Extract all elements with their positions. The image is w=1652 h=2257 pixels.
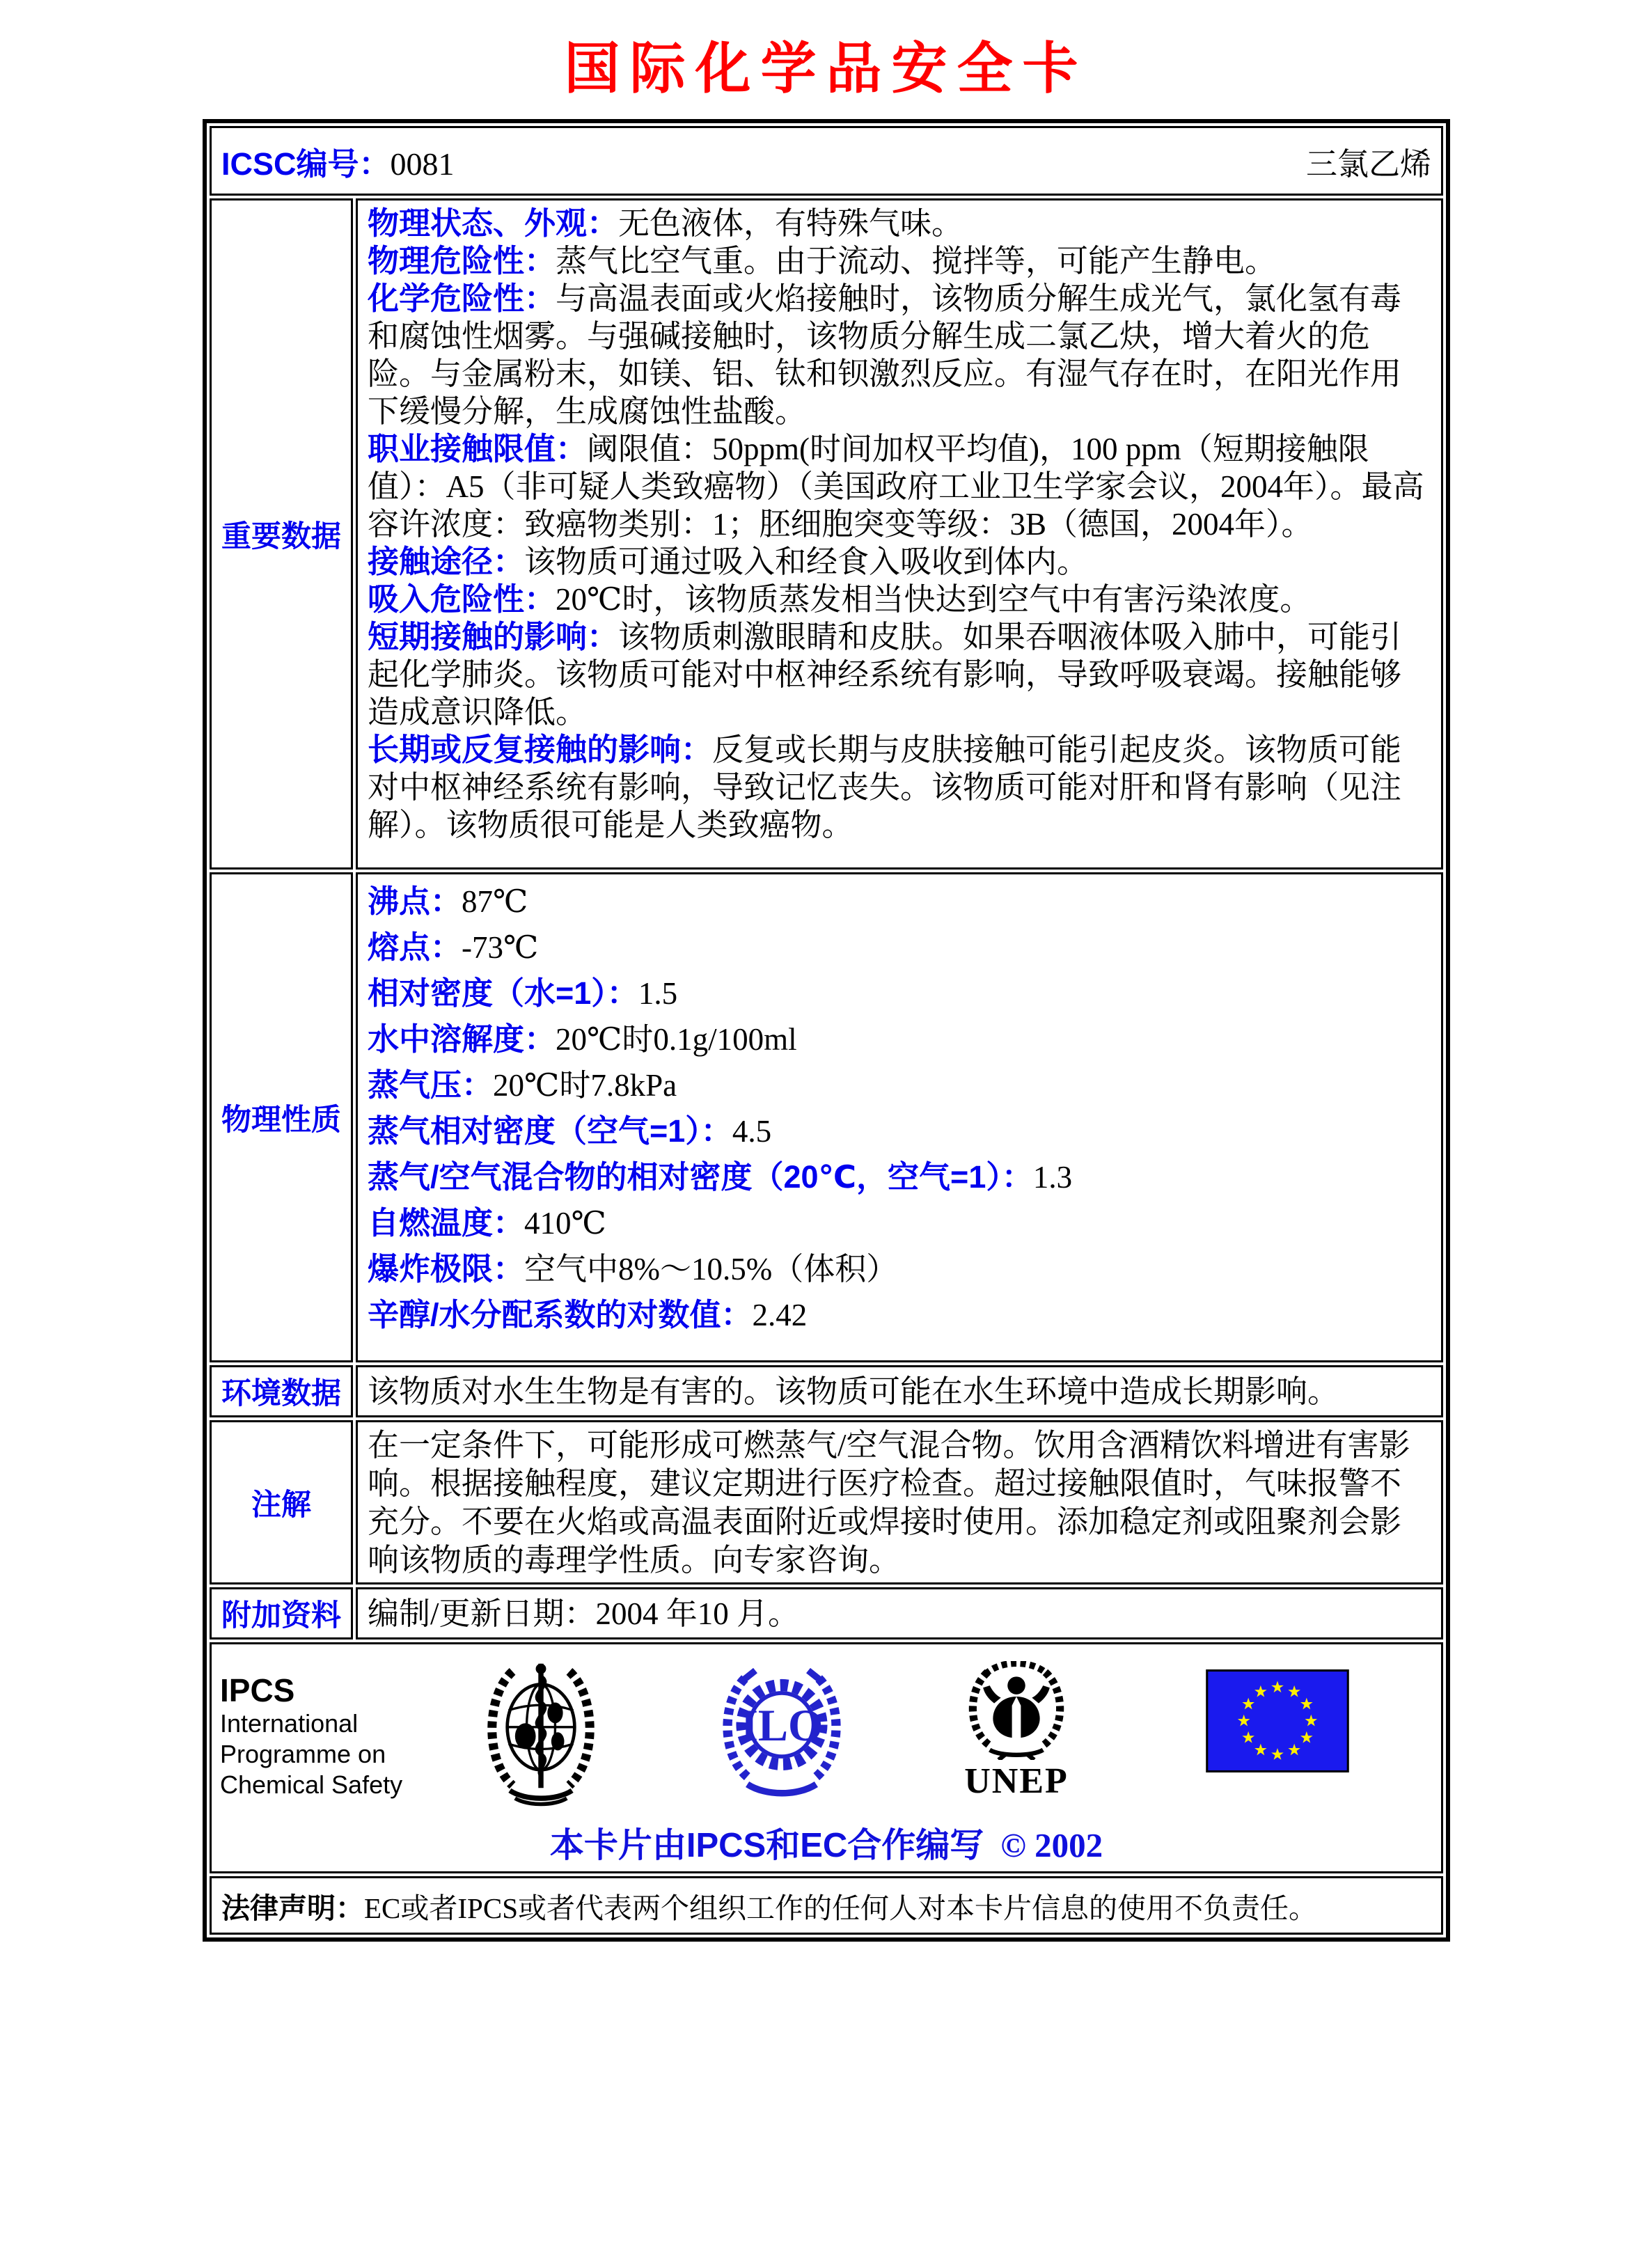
section-label-important-data: 重要数据: [210, 198, 353, 870]
section-label-physical-properties: 物理性质: [210, 872, 353, 1362]
field-label: 爆炸极限：: [368, 1251, 525, 1287]
ipcs-title: IPCS: [220, 1672, 295, 1708]
field-label: 短期接触的影响：: [368, 619, 619, 654]
field-text: 410℃: [524, 1206, 606, 1241]
update-date-value: 2004 年10 月。: [595, 1596, 800, 1631]
section-label-environmental-data: 环境数据: [210, 1365, 353, 1417]
ilo-logo-icon: [716, 1662, 848, 1799]
field-label: 辛醇/水分配系数的对数值：: [368, 1297, 753, 1332]
field-text: 空气中8%～10.5%（体积）: [524, 1252, 898, 1287]
field-text: 1.5: [638, 976, 678, 1011]
field-text: 20℃时7.8kPa: [493, 1068, 677, 1103]
field-label: 吸入危险性：: [368, 581, 556, 617]
field-label: 长期或反复接触的影响：: [368, 732, 713, 767]
field-text: 蒸气比空气重。由于流动、搅拌等，可能产生静电。: [556, 244, 1277, 278]
list-item: [368, 618, 1431, 731]
field-label: 物理危险性：: [368, 243, 556, 278]
unep-logo-text: UNEP: [964, 1761, 1069, 1801]
field-label: 熔点：: [368, 929, 462, 965]
footer-copyright: © 2002: [1000, 1826, 1103, 1864]
list-item: [368, 970, 1431, 1016]
list-item: [368, 1062, 1431, 1108]
additional-info-content: [356, 1587, 1443, 1639]
field-text: 阈限值：50ppm(时间加权平均值)，100 ppm（短期接触限值）：A5（非可疑人类致癌物）（美国政府工业卫生学家会议，2004年）。最高容许浓度：致癌物类别：1；胚细胞突变等级：3B（德国，2004年）。: [368, 432, 1424, 542]
legal-label: 法律声明：: [221, 1892, 364, 1924]
who-logo-icon: [476, 1661, 606, 1809]
notes-text: 在一定条件下，可能形成可燃蒸气/空气混合物。饮用含酒精饮料增进有害影响。根据接触程度，建议定期进行医疗检查。超过接触限值时，气味报警不充分。不要在火焰或高温表面附近或焊接时使用。添加稳定剂或阻聚剂会影响该物质的毒理学性质。向专家咨询。: [368, 1428, 1410, 1578]
eu-flag-icon: [1206, 1669, 1349, 1772]
list-item: [368, 280, 1431, 430]
field-text: 反复或长期与皮肤接触可能引起皮炎。该物质可能对中枢神经系统有影响，导致记忆丧失。该物质可能对肝和肾有影响（见注解）。该物质很可能是人类致癌物。: [368, 732, 1402, 842]
field-text: 无色液体，有特殊气味。: [618, 206, 963, 241]
list-item: [368, 242, 1431, 280]
section-label-notes: 注解: [210, 1420, 353, 1584]
icsc-number-label: ICSC编号：: [221, 146, 391, 182]
field-label: 化学危险性：: [368, 281, 556, 316]
list-item: [368, 543, 1431, 581]
list-item: [368, 1292, 1431, 1338]
field-text: 20℃时，该物质蒸发相当快达到空气中有害污染浓度。: [556, 582, 1312, 617]
list-item: [368, 731, 1431, 844]
ipcs-text-block: [220, 1660, 422, 1800]
ipcs-subtitle-line: Chemical Safety: [220, 1770, 403, 1799]
important-data-content: [356, 198, 1443, 870]
list-item: [368, 1246, 1431, 1292]
list-item: [368, 430, 1431, 543]
list-item: [368, 925, 1431, 970]
field-label: 水中溶解度：: [368, 1021, 556, 1057]
ipcs-subtitle-line: Programme on: [220, 1740, 386, 1768]
list-item: [368, 1108, 1431, 1154]
list-item: [368, 205, 1431, 242]
field-text: -73℃: [462, 930, 539, 965]
footer-cell: [210, 1642, 1443, 1873]
update-date-label: 编制/更新日期：: [368, 1596, 596, 1631]
list-item: [368, 1154, 1431, 1200]
list-item: [368, 1016, 1431, 1062]
list-item: [368, 1200, 1431, 1246]
field-label: 沸点：: [368, 883, 462, 919]
field-text: 87℃: [462, 884, 528, 919]
field-text: 20℃时0.1g/100ml: [556, 1022, 797, 1057]
icsc-number-value: 0081: [390, 146, 455, 182]
field-text: 4.5: [732, 1114, 772, 1149]
card-header-cell: [210, 126, 1443, 196]
field-label: 接触途径：: [368, 544, 525, 579]
field-label: 蒸气相对密度（空气=1）：: [368, 1113, 732, 1149]
ilo-logo-text: ILO: [740, 1700, 824, 1751]
field-text: 该物质刺激眼睛和皮肤。如果吞咽液体吸入肺中，可能引起化学肺炎。该物质可能对中枢神经系统有影响，导致呼吸衰竭。接触能够造成意识降低。: [368, 620, 1402, 730]
field-text: 与高温表面或火焰接触时，该物质分解生成光气，氯化氢有毒和腐蚀性烟雾。与强碱接触时，该物质分解生成二氯乙炔，增大着火的危险。与金属粉末，如镁、铝、钛和钡激烈反应。有湿气存在时，在阳光作用下缓慢分解，生成腐蚀性盐酸。: [368, 281, 1402, 429]
environmental-data-content: 该物质对水生生物是有害的。该物质可能在水生环境中造成长期影响。: [356, 1365, 1443, 1417]
field-label: 自燃温度：: [368, 1205, 525, 1241]
logo-row: [220, 1660, 1433, 1809]
list-item: [368, 879, 1431, 925]
unep-logo-icon: [961, 1661, 1072, 1760]
field-label: 相对密度（水=1）：: [368, 975, 638, 1011]
ipcs-subtitle-line: International: [220, 1709, 359, 1738]
footer-caption-text: 本卡片由IPCS和EC合作编写: [549, 1827, 984, 1864]
field-label: 职业接触限值：: [368, 431, 588, 466]
footer-caption: [220, 1818, 1433, 1867]
icsc-number-group: [221, 139, 455, 184]
unep-logo-block: [961, 1661, 1072, 1800]
field-text: 2.42: [752, 1298, 808, 1332]
icsc-card-page: [0, 24, 1652, 1942]
field-label: 物理状态、外观：: [368, 205, 619, 241]
section-label-additional-info: 附加资料: [210, 1587, 353, 1639]
field-text: 1.3: [1032, 1160, 1073, 1195]
field-text: 该物质可通过吸入和经食入吸收到体内。: [524, 544, 1089, 579]
field-label: 蒸气/空气混合物的相对密度（20℃，空气=1）：: [368, 1159, 1033, 1195]
icsc-card-table: [203, 119, 1450, 1942]
notes-content: [356, 1420, 1443, 1584]
page-title: 国际化学品安全卡: [564, 39, 1088, 100]
chemical-name: 三氯乙烯: [1305, 146, 1431, 182]
legal-cell: [210, 1876, 1443, 1935]
physical-properties-content: [356, 872, 1443, 1362]
legal-text: EC或者IPCS或者代表两个组织工作的任何人对本卡片信息的使用不负责任。: [364, 1892, 1317, 1924]
list-item: [368, 581, 1431, 618]
field-label: 蒸气压：: [368, 1067, 494, 1103]
